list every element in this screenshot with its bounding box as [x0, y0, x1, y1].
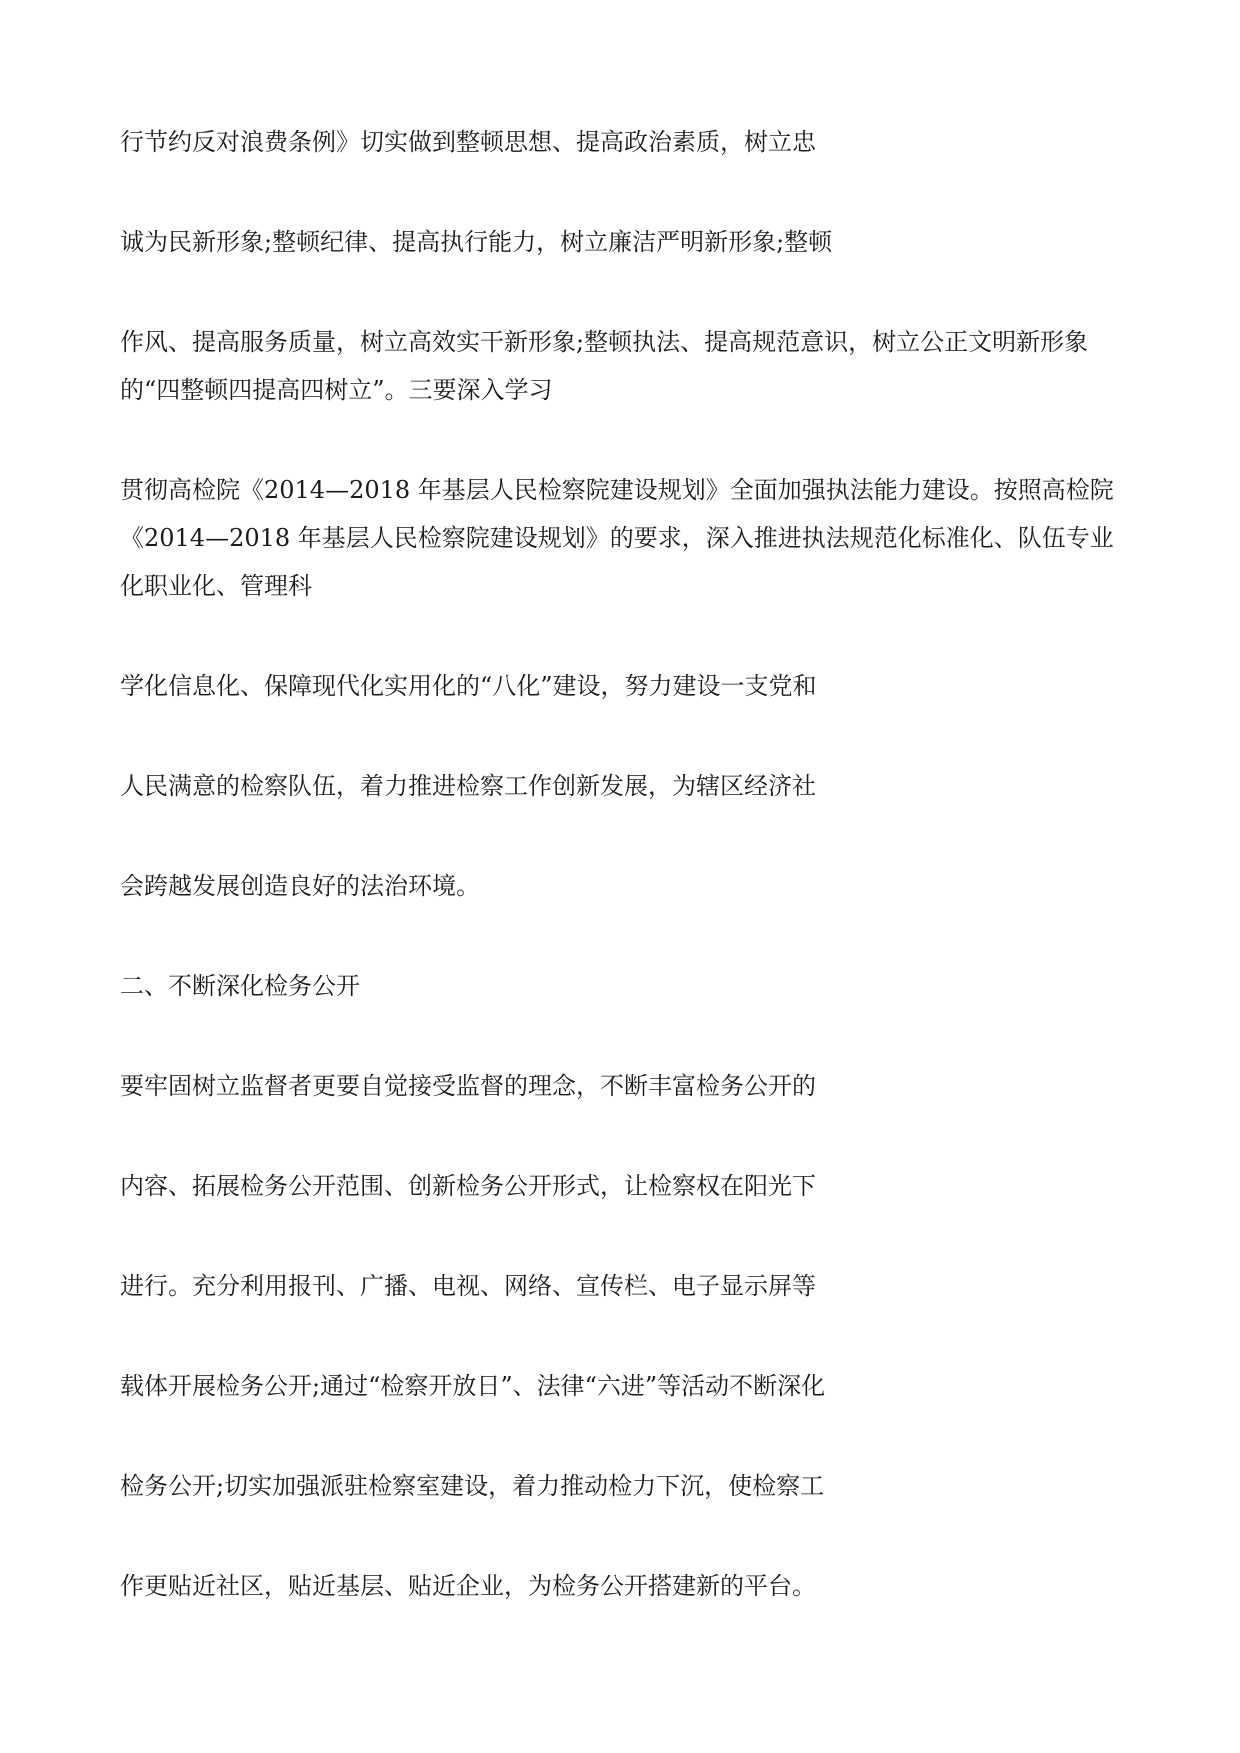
text-line-6: 《2014—2018 年基层人民检察院建设规划》的要求，深入推进执法规范化标准化、队伍专业: [120, 524, 1114, 552]
text-line-14: 进行。充分利用报刊、广播、电视、网络、宣传栏、电子显示屏等: [120, 1272, 816, 1300]
text-line-5: 贯彻高检院《2014—2018 年基层人民检察院建设规划》全面加强执法能力建设。按照高检院: [120, 476, 1114, 504]
text-line-7: 化职业化、管理科: [120, 572, 312, 600]
text-line-2: 诚为民新形象;整顿纪律、提高执行能力，树立廉洁严明新形象;整顿: [120, 228, 833, 256]
text-line-3: 作风、提高服务质量，树立高效实干新形象;整顿执法、提高规范意识，树立公正文明新形象: [120, 328, 1089, 356]
text-line-17: 作更贴近社区，贴近基层、贴近企业，为检务公开搭建新的平台。: [120, 1572, 816, 1600]
text-line-1: 行节约反对浪费条例》切实做到整顿思想、提高政治素质，树立忠: [120, 128, 816, 156]
text-line-4: 的“四整顿四提高四树立”。三要深入学习: [120, 376, 553, 404]
text-line-9: 人民满意的检察队伍，着力推进检察工作创新发展，为辖区经济社: [120, 772, 816, 800]
text-line-15: 载体开展检务公开;通过“检察开放日”、法律“六进”等活动不断深化: [120, 1372, 826, 1400]
section-heading: 二、不断深化检务公开: [120, 972, 360, 1000]
text-line-13: 内容、拓展检务公开范围、创新检务公开形式，让检察权在阳光下: [120, 1172, 816, 1200]
text-line-10: 会跨越发展创造良好的法治环境。: [120, 872, 480, 900]
text-line-16: 检务公开;切实加强派驻检察室建设，着力推动检力下沉，使检察工: [120, 1472, 825, 1500]
text-line-8: 学化信息化、保障现代化实用化的“八化”建设，努力建设一支党和: [120, 672, 817, 700]
text-line-12: 要牢固树立监督者更要自觉接受监督的理念，不断丰富检务公开的: [120, 1072, 816, 1100]
